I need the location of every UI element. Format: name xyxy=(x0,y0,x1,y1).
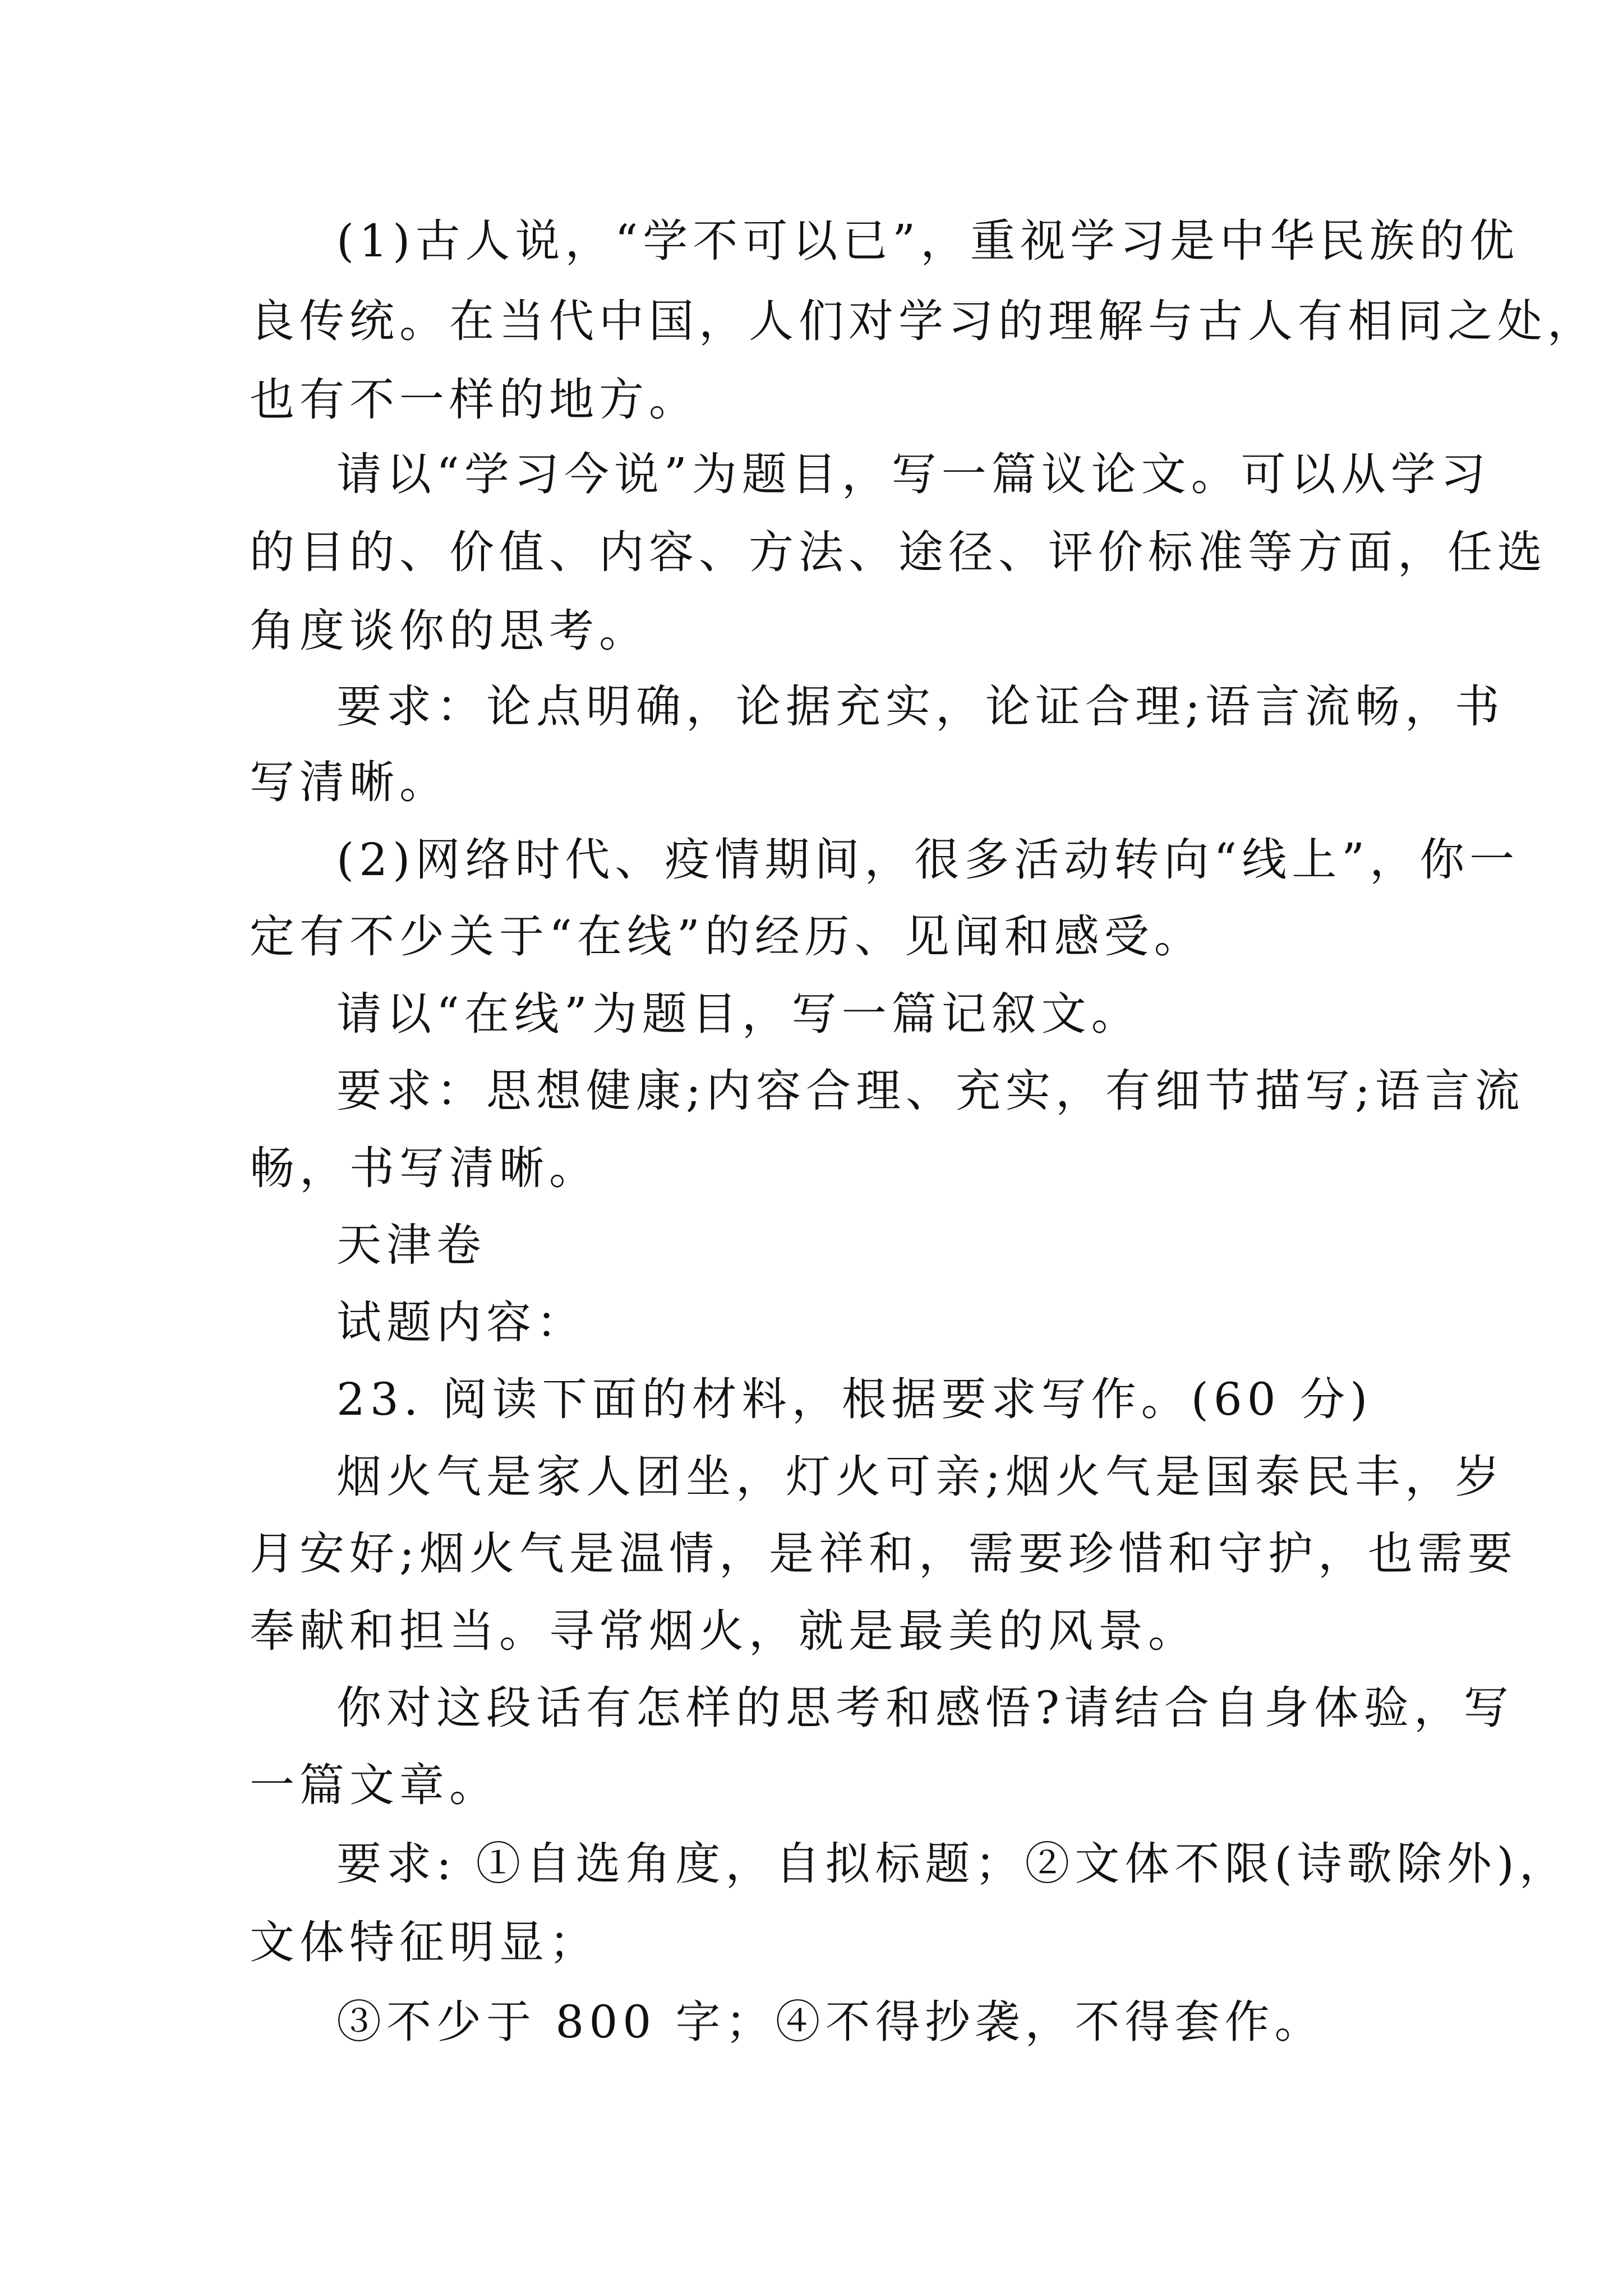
text-line: 写清晰。 xyxy=(250,756,449,808)
text-line: 奉献和担当。寻常烟火，就是最美的风景。 xyxy=(250,1605,1198,1657)
text-line: 要求：思想健康;内容合理、充实，有细节描写;语言流 xyxy=(336,1065,1525,1117)
text-line: (2)网络时代、疫情期间，很多活动转向“线上”，你一 xyxy=(336,834,1520,886)
text-line: 月安好;烟火气是温情，是祥和，需要珍惜和守护，也需要 xyxy=(250,1527,1518,1580)
text-line: 文体特征明显； xyxy=(250,1916,599,1968)
text-line: 请以“在线”为题目，写一篇记叙文。 xyxy=(336,988,1141,1040)
text-line: 试题内容： xyxy=(336,1296,586,1349)
text-line: 定有不少关于“在线”的经历、见闻和感受。 xyxy=(250,910,1204,963)
text-line: 烟火气是家人团坐，灯火可亲;烟火气是国泰民丰，岁 xyxy=(336,1451,1505,1503)
text-line: 请以“学习今说”为题目，写一篇议论文。可以从学习 xyxy=(336,448,1491,500)
text-line: 23. 阅读下面的材料，根据要求写作。(60 分) xyxy=(336,1373,1373,1425)
text-line: ③不少于 800 字；④不得抄袭，不得套作。 xyxy=(336,1996,1325,2048)
text-line: 要求: ①自选角度，自拟标题；②文体不限(诗歌除外)， xyxy=(336,1838,1569,1890)
text-line: 角度谈你的思考。 xyxy=(250,605,649,657)
text-line: 一篇文章。 xyxy=(250,1759,499,1811)
text-line: (1)古人说，“学不可以已”，重视学习是中华民族的优 xyxy=(336,215,1520,267)
text-line: 良传统。在当代中国，人们对学习的理解与古人有相同之处， xyxy=(250,295,1597,347)
text-line: 要求：论点明确，论据充实，论证合理;语言流畅，书 xyxy=(336,680,1505,733)
text-line: 也有不一样的地方。 xyxy=(250,374,699,426)
text-line: 的目的、价值、内容、方法、途径、评价标准等方面，任选 xyxy=(250,526,1547,578)
text-line: 你对这段话有怎样的思考和感悟?请结合自身体验，写 xyxy=(336,1682,1514,1734)
text-line: 天津卷 xyxy=(336,1219,486,1271)
text-line: 畅，书写清晰。 xyxy=(250,1142,599,1194)
